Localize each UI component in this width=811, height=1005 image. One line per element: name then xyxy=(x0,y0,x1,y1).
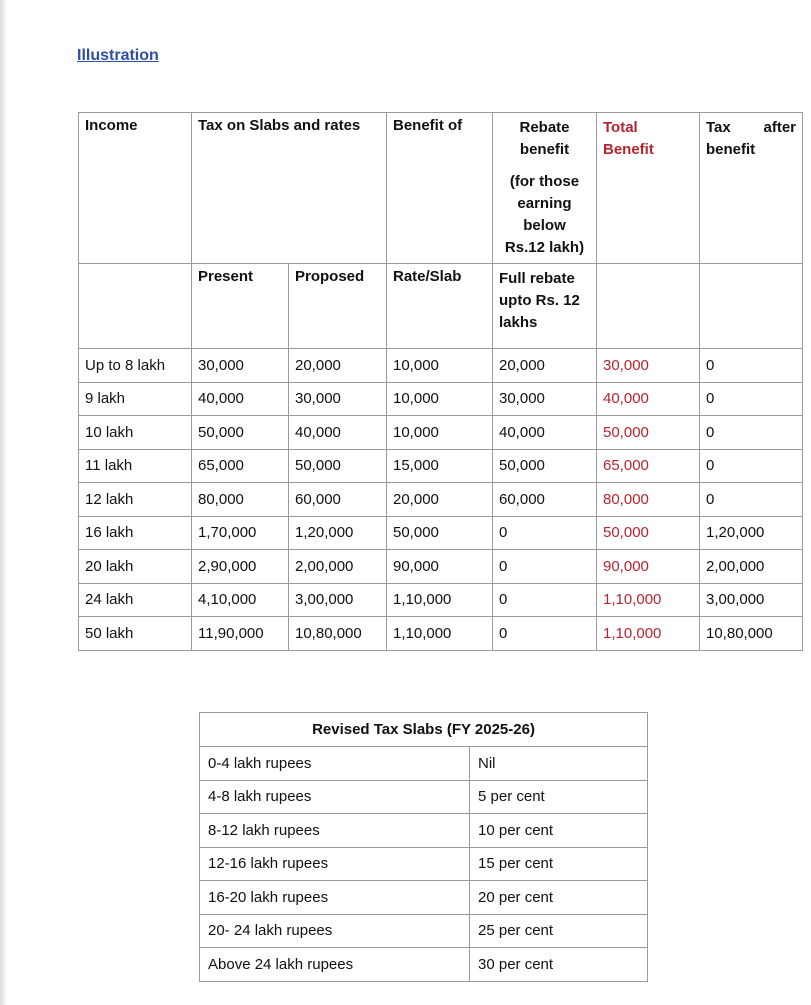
cell-present: 40,000 xyxy=(192,382,289,416)
cell-total-benefit: 50,000 xyxy=(597,516,700,550)
cell-income: 24 lakh xyxy=(79,583,192,617)
header-income: Income xyxy=(79,113,192,264)
cell-rebate: 0 xyxy=(493,583,597,617)
table-subheader-row xyxy=(79,264,803,349)
cell-income: Up to 8 lakh xyxy=(79,349,192,383)
slab-row xyxy=(200,814,648,848)
cell-present: 11,90,000 xyxy=(192,617,289,651)
cell-present: 30,000 xyxy=(192,349,289,383)
cell-benefit: 1,10,000 xyxy=(387,583,493,617)
cell-rebate: 60,000 xyxy=(493,483,597,517)
header-tax-after-word1: Tax xyxy=(706,119,731,136)
cell-tax-after: 0 xyxy=(700,382,803,416)
cell-proposed: 50,000 xyxy=(289,449,387,483)
subheader-present: Present xyxy=(192,264,289,349)
cell-rebate: 30,000 xyxy=(493,382,597,416)
header-rebate-note4: Rs.12 lakh) xyxy=(504,239,585,256)
cell-benefit: 15,000 xyxy=(387,449,493,483)
cell-total-benefit: 30,000 xyxy=(597,349,700,383)
cell-benefit: 10,000 xyxy=(387,382,493,416)
cell-tax-after: 0 xyxy=(700,416,803,450)
header-total-benefit xyxy=(597,113,700,264)
slab-row xyxy=(200,948,648,982)
cell-income: 16 lakh xyxy=(79,516,192,550)
tax-comparison-table xyxy=(78,112,803,651)
cell-rebate: 20,000 xyxy=(493,349,597,383)
table-row xyxy=(79,349,803,383)
slab-range: 20- 24 lakh rupees xyxy=(200,914,470,948)
cell-present: 1,70,000 xyxy=(192,516,289,550)
page-edge-shadow xyxy=(0,0,8,1005)
cell-proposed: 40,000 xyxy=(289,416,387,450)
subheader-empty-income xyxy=(79,264,192,349)
cell-proposed: 2,00,000 xyxy=(289,550,387,584)
header-tax-after-line2: benefit xyxy=(706,141,756,158)
slab-rate: 10 per cent xyxy=(470,814,648,848)
table-row xyxy=(79,416,803,450)
cell-income: 10 lakh xyxy=(79,416,192,450)
cell-benefit: 10,000 xyxy=(387,416,493,450)
cell-rebate: 40,000 xyxy=(493,416,597,450)
header-rebate-line2: benefit xyxy=(519,141,570,158)
subheader-full-rebate-line1: Full rebate xyxy=(499,270,575,287)
cell-present: 2,90,000 xyxy=(192,550,289,584)
table-row xyxy=(79,617,803,651)
slab-rate: 20 per cent xyxy=(470,881,648,915)
cell-proposed: 3,00,000 xyxy=(289,583,387,617)
cell-benefit: 90,000 xyxy=(387,550,493,584)
cell-total-benefit: 40,000 xyxy=(597,382,700,416)
slab-range: 8-12 lakh rupees xyxy=(200,814,470,848)
cell-rebate: 0 xyxy=(493,550,597,584)
header-rebate-note3: below xyxy=(523,217,566,234)
cell-income: 50 lakh xyxy=(79,617,192,651)
slab-rate: 5 per cent xyxy=(470,780,648,814)
cell-present: 80,000 xyxy=(192,483,289,517)
slab-range: Above 24 lakh rupees xyxy=(200,948,470,982)
slab-rate: 30 per cent xyxy=(470,948,648,982)
revised-tax-slabs-table xyxy=(199,712,648,982)
cell-total-benefit: 50,000 xyxy=(597,416,700,450)
cell-tax-after: 2,00,000 xyxy=(700,550,803,584)
cell-tax-after: 1,20,000 xyxy=(700,516,803,550)
subheader-empty-total xyxy=(597,264,700,349)
cell-benefit: 20,000 xyxy=(387,483,493,517)
cell-rebate: 0 xyxy=(493,617,597,651)
cell-rebate: 50,000 xyxy=(493,449,597,483)
cell-present: 4,10,000 xyxy=(192,583,289,617)
cell-present: 50,000 xyxy=(192,416,289,450)
slab-range: 4-8 lakh rupees xyxy=(200,780,470,814)
cell-proposed: 1,20,000 xyxy=(289,516,387,550)
cell-tax-after: 0 xyxy=(700,349,803,383)
cell-total-benefit: 90,000 xyxy=(597,550,700,584)
cell-income: 12 lakh xyxy=(79,483,192,517)
slab-range: 0-4 lakh rupees xyxy=(200,747,470,781)
table-row xyxy=(79,516,803,550)
header-rebate-note1: (for those xyxy=(509,173,580,190)
cell-total-benefit: 65,000 xyxy=(597,449,700,483)
header-tax-after-word2: after xyxy=(763,119,796,136)
subheader-empty-after xyxy=(700,264,803,349)
table-row xyxy=(79,449,803,483)
header-tax-on-slabs: Tax on Slabs and rates xyxy=(192,113,387,264)
header-rebate-line1: Rebate xyxy=(519,119,570,136)
table-header-row xyxy=(79,113,803,264)
cell-benefit: 10,000 xyxy=(387,349,493,383)
cell-tax-after: 3,00,000 xyxy=(700,583,803,617)
slab-row xyxy=(200,881,648,915)
cell-proposed: 60,000 xyxy=(289,483,387,517)
slab-range: 16-20 lakh rupees xyxy=(200,881,470,915)
subheader-full-rebate-line3: lakhs xyxy=(499,314,538,331)
header-total-line1: Total xyxy=(603,119,638,136)
table-row xyxy=(79,382,803,416)
slabs-title-row xyxy=(200,713,648,747)
cell-proposed: 10,80,000 xyxy=(289,617,387,651)
cell-tax-after: 10,80,000 xyxy=(700,617,803,651)
cell-benefit: 1,10,000 xyxy=(387,617,493,651)
illustration-heading: Illustration xyxy=(77,47,159,64)
slab-row xyxy=(200,914,648,948)
slab-row xyxy=(200,847,648,881)
header-rebate-note2: earning xyxy=(517,195,572,212)
slabs-title: Revised Tax Slabs (FY 2025-26) xyxy=(200,713,648,747)
slab-row xyxy=(200,747,648,781)
slab-rate: 25 per cent xyxy=(470,914,648,948)
table-row xyxy=(79,550,803,584)
cell-total-benefit: 1,10,000 xyxy=(597,583,700,617)
cell-rebate: 0 xyxy=(493,516,597,550)
header-total-line2: Benefit xyxy=(603,141,654,158)
cell-total-benefit: 1,10,000 xyxy=(597,617,700,651)
header-rebate-benefit xyxy=(493,113,597,264)
cell-income: 11 lakh xyxy=(79,449,192,483)
subheader-full-rebate xyxy=(493,264,597,349)
slab-row xyxy=(200,780,648,814)
cell-proposed: 30,000 xyxy=(289,382,387,416)
cell-total-benefit: 80,000 xyxy=(597,483,700,517)
subheader-proposed: Proposed xyxy=(289,264,387,349)
header-benefit-of: Benefit of xyxy=(387,113,493,264)
slab-range: 12-16 lakh rupees xyxy=(200,847,470,881)
table-row xyxy=(79,583,803,617)
subheader-rate-slab: Rate/Slab xyxy=(387,264,493,349)
cell-income: 9 lakh xyxy=(79,382,192,416)
cell-benefit: 50,000 xyxy=(387,516,493,550)
slab-rate: 15 per cent xyxy=(470,847,648,881)
subheader-full-rebate-line2: upto Rs. 12 xyxy=(499,292,580,309)
cell-income: 20 lakh xyxy=(79,550,192,584)
header-tax-after-benefit xyxy=(700,113,803,264)
slab-rate: Nil xyxy=(470,747,648,781)
table-row xyxy=(79,483,803,517)
cell-proposed: 20,000 xyxy=(289,349,387,383)
cell-tax-after: 0 xyxy=(700,483,803,517)
cell-present: 65,000 xyxy=(192,449,289,483)
cell-tax-after: 0 xyxy=(700,449,803,483)
